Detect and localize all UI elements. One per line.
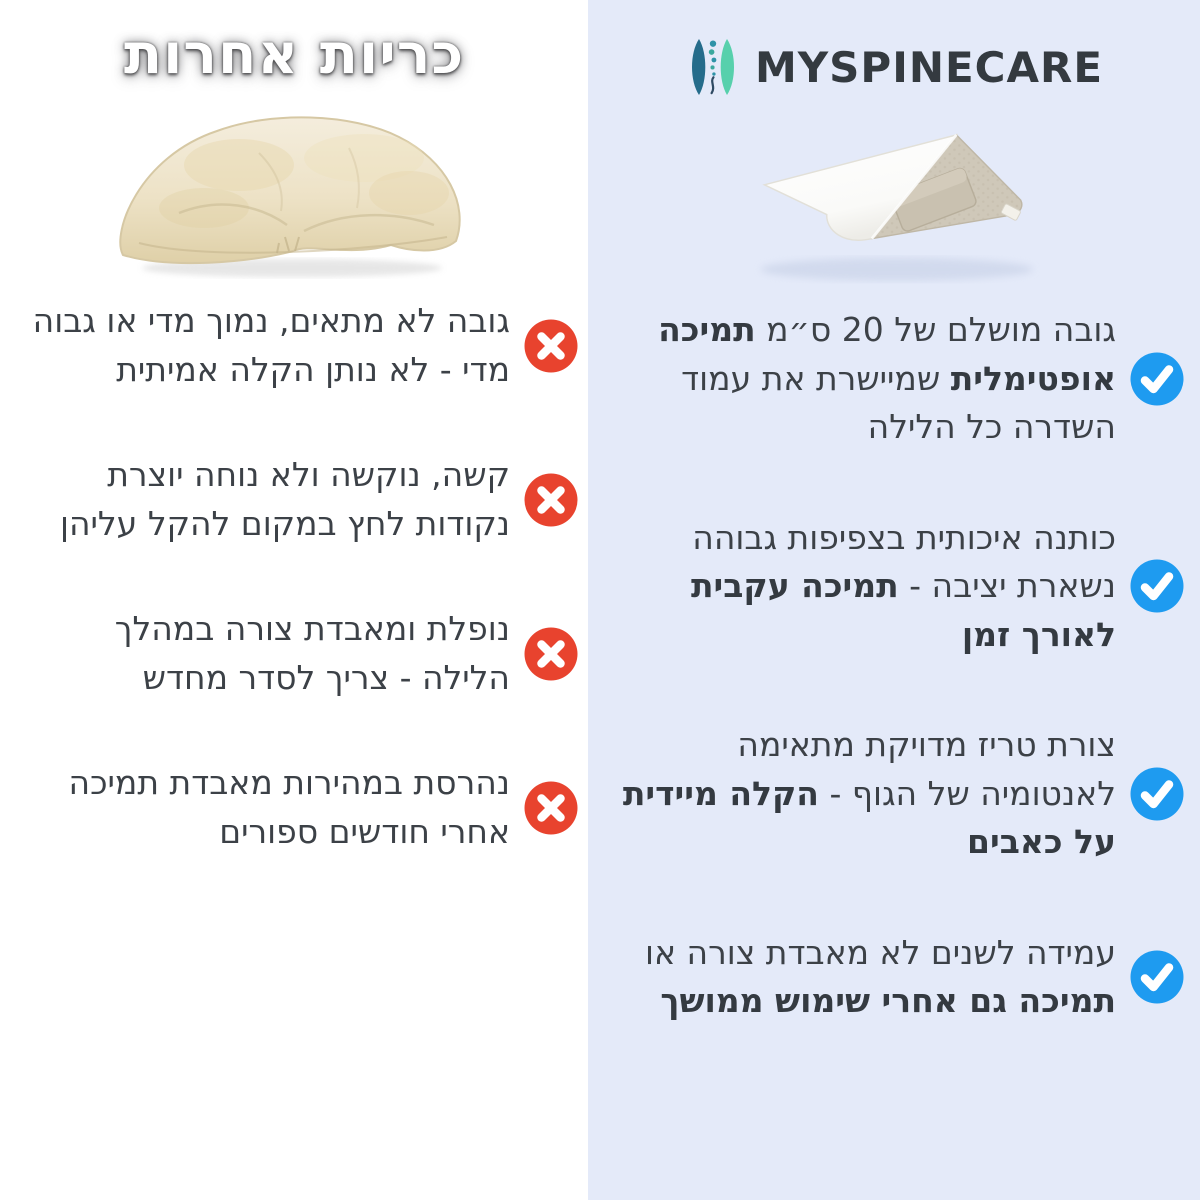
other-pillows-title: כריות אחרות xyxy=(123,22,465,87)
con-item xyxy=(26,605,578,702)
con-item xyxy=(26,297,578,394)
myspinecare-bullet-list xyxy=(588,306,1200,1026)
myspinecare-panel xyxy=(588,0,1200,1200)
pro-item xyxy=(606,929,1184,1026)
cross-icon xyxy=(524,473,578,527)
cross-icon xyxy=(524,319,578,373)
cross-icon xyxy=(524,627,578,681)
pro-item xyxy=(606,306,1184,452)
con-item xyxy=(26,759,578,856)
old-pillow-image xyxy=(108,93,480,283)
check-icon xyxy=(1130,352,1184,406)
pro-item xyxy=(606,514,1184,660)
cross-icon xyxy=(524,781,578,835)
pro-text: עמידה לשנים לא מאבדת צורה או תמיכה גם אחרי שימוש ממושך xyxy=(645,932,1116,1020)
con-text: נהרסת במהירות מאבדת תמיכה אחרי חודשים ספורים xyxy=(68,763,510,851)
pro-text: גובה מושלם של 20 ס״מ תמיכה אופטימלית שמיישרת את עמוד השדרה כל הלילה xyxy=(658,310,1116,446)
check-icon xyxy=(1130,559,1184,613)
pro-text: צורת טריז מדויקת מתאימה לאנטומיה של הגוף - הקלה מיידית על כאבים xyxy=(622,725,1116,861)
pro-text: כותנה איכותית בצפיפות גבוהה נשארת יציבה - תמיכה עקבית לאורך זמן xyxy=(691,517,1116,654)
con-item xyxy=(26,451,578,548)
brand-header xyxy=(588,36,1200,98)
other-pillows-bullet-list xyxy=(0,297,588,856)
con-text: קשה, נוקשה ולא נוחה יוצרת נקודות לחץ במקום להקל עליהן xyxy=(59,455,510,543)
wedge-pillow-image xyxy=(729,108,1059,300)
spine-leaves-logo-icon xyxy=(685,36,741,98)
other-pillows-panel xyxy=(0,0,588,1200)
brand-name: MYSPINECARE xyxy=(754,42,1104,92)
check-icon xyxy=(1130,950,1184,1004)
con-text: נופלת ומאבדת צורה במהלך הלילה - צריך לסדר מחדש xyxy=(114,609,510,697)
con-text: גובה לא מתאים, נמוך מדי או גבוה מדי - לא נותן הקלה אמיתית xyxy=(32,301,510,389)
check-icon xyxy=(1130,767,1184,821)
pro-item xyxy=(606,721,1184,867)
